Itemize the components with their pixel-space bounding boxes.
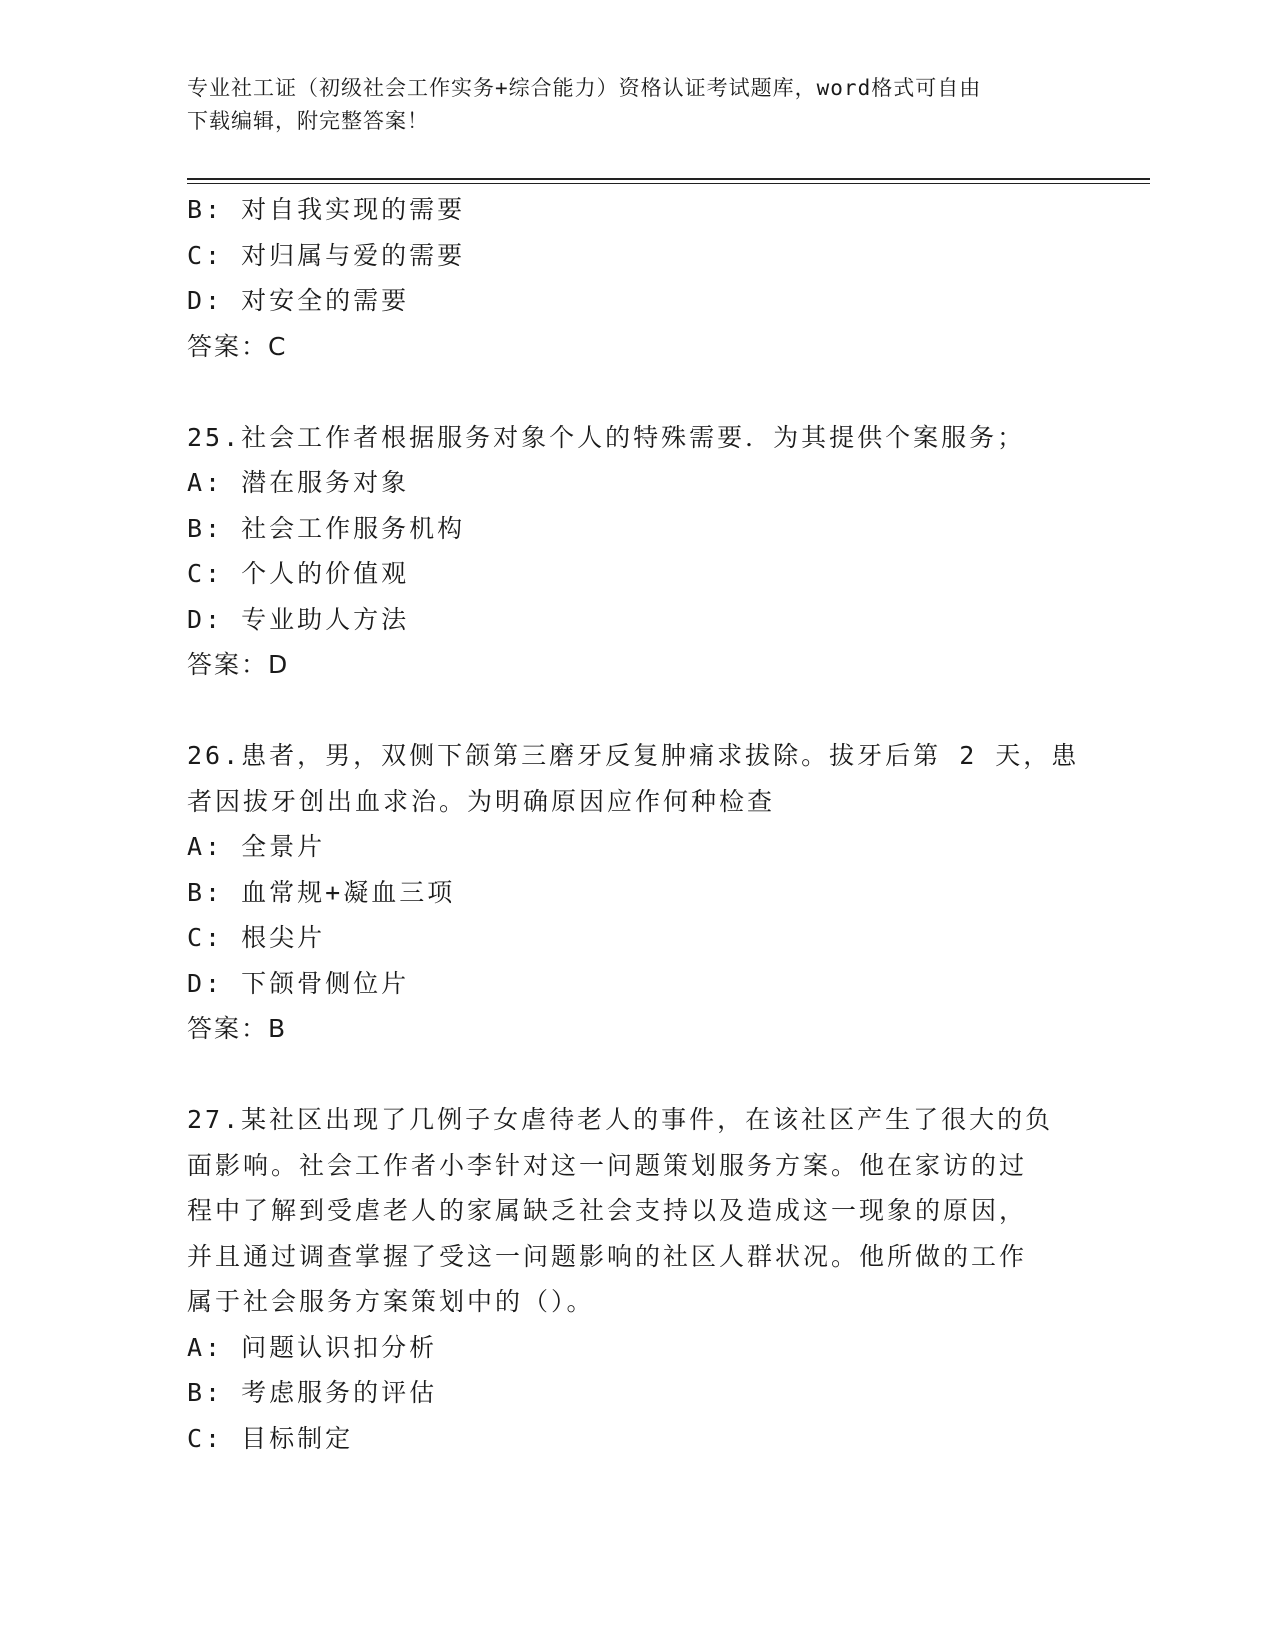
option-b: B: 考虑服务的评估: [187, 1378, 438, 1407]
page-header: [187, 72, 1087, 138]
question-stem-line-1: 27.某社区出现了几例子女虐待老人的事件，在该社区产生了很大的负: [187, 1105, 1054, 1134]
option-c: C: 根尖片: [187, 923, 326, 952]
header-line-2: 下载编辑，附完整答案！: [187, 109, 429, 133]
option-d: D: 下颌骨侧位片: [187, 968, 410, 998]
question-24: [187, 187, 1087, 369]
option-b: B: 社会工作服务机构: [187, 513, 466, 543]
question-stem-line-3: 程中了解到受虐老人的家属缺乏社会支持以及造成这一现象的原因，: [187, 1196, 1028, 1225]
option-c: C: 个人的价值观: [187, 559, 410, 588]
header-rule-thick: [187, 178, 1150, 180]
option-a: A: 全景片: [187, 832, 326, 861]
spacer: [187, 1052, 1087, 1098]
answer-line: 答案：D: [187, 650, 290, 679]
option-d: D: 专业助人方法: [187, 604, 410, 634]
spacer: [187, 369, 1087, 415]
header-rule-thin: [187, 183, 1150, 184]
question-stem-line-2: 面影响。社会工作者小李针对这一问题策划服务方案。他在家访的过: [187, 1150, 1028, 1180]
answer-line: 答案：B: [187, 1014, 288, 1043]
question-25: [187, 415, 1087, 688]
question-stem-line-4: 并且通过调查掌握了受这一问题影响的社区人群状况。他所做的工作: [187, 1241, 1028, 1271]
question-27: [187, 1097, 1087, 1461]
question-stem: 25.社会工作者根据服务对象个人的特殊需要．为其提供个案服务；: [187, 422, 1026, 452]
question-list: [187, 187, 1087, 1461]
option-c: C: 目标制定: [187, 1423, 354, 1453]
question-stem-line-5: 属于社会服务方案策划中的（）。: [187, 1287, 595, 1316]
question-stem-line-2: 者因拔牙创出血求治。为明确原因应作何种检查: [187, 786, 776, 816]
question-26: [187, 733, 1087, 1052]
option-a: A: 问题认识扣分析: [187, 1332, 438, 1362]
option-b: B: 血常规+凝血三项: [187, 877, 456, 907]
header-line-1: 专业社工证（初级社会工作实务+综合能力）资格认证考试题库，word格式可自由: [187, 76, 982, 100]
option-b: B: 对自我实现的需要: [187, 195, 466, 224]
option-c: C: 对归属与爱的需要: [187, 240, 466, 270]
spacer: [187, 688, 1087, 734]
option-a: A: 潜在服务对象: [187, 468, 410, 497]
answer-line: 答案：C: [187, 331, 288, 361]
option-d: D: 对安全的需要: [187, 286, 410, 315]
question-stem-line-1: 26.患者，男，双侧下颌第三磨牙反复肿痛求拔除。拔牙后第 2 天，患: [187, 741, 1080, 770]
